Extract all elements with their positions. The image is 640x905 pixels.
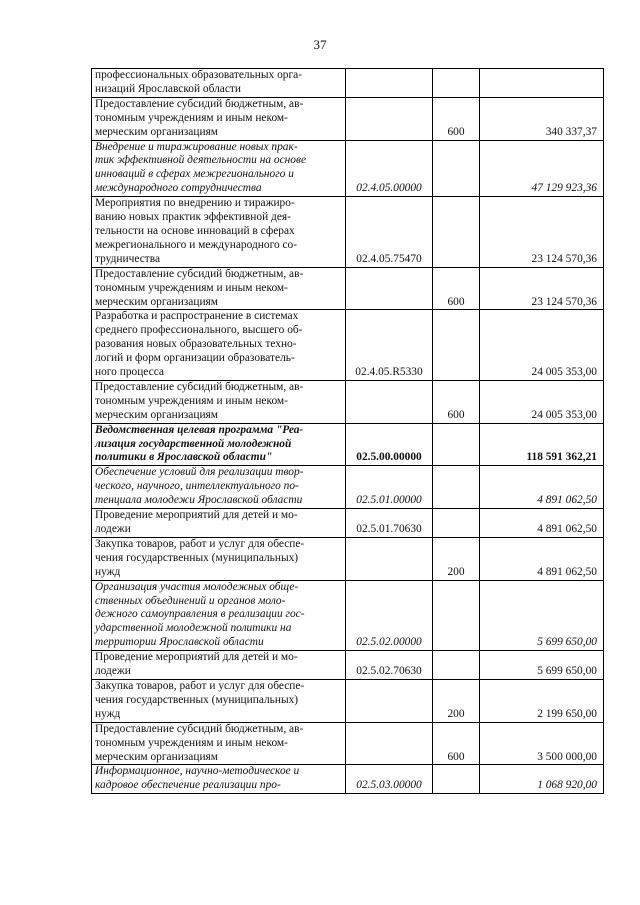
- row-name-line: Информационное, научно-методическое и: [95, 765, 300, 778]
- row-name-line: Проведение мероприятий для детей и мо-: [95, 509, 298, 522]
- row-name-line: лодежи: [95, 523, 131, 535]
- row-name-line: мерческим организациям: [95, 408, 218, 421]
- row-amount-cell: 2 199 650,00: [480, 679, 604, 722]
- row-name-line: Организация участия молодежных обще-: [95, 580, 299, 593]
- row-name-line: трудничества: [95, 252, 161, 265]
- row-code-cell: [346, 537, 433, 580]
- row-name-line: Предоставление субсидий бюджетным, ав-: [95, 380, 304, 393]
- row-code-cell: 02.5.01.70630: [346, 509, 433, 538]
- row-name-cell: [92, 509, 346, 538]
- row-code-cell: [346, 267, 433, 310]
- row-name-cell: [92, 140, 346, 197]
- row-amount-cell: 340 337,37: [480, 97, 604, 140]
- row-name-line: ственных объединений и органов моло-: [95, 594, 286, 607]
- table-row: [92, 69, 604, 98]
- row-name-cell: [92, 267, 346, 310]
- row-name-line: тельности на основе инноваций в сферах: [95, 224, 295, 237]
- row-name-line: логий и форм организации образователь-: [95, 352, 295, 365]
- row-code-cell: 02.5.02.00000: [346, 580, 433, 651]
- row-name-line: Закупка товаров, работ и услуг для обеспе-: [95, 679, 305, 692]
- row-code-cell: 02.5.01.00000: [346, 466, 433, 509]
- row-name-line: тономным учреждениям и иным неком-: [95, 111, 288, 124]
- row-amount-cell: 4 891 062,50: [480, 466, 604, 509]
- table-row: [92, 537, 604, 580]
- row-name-cell: [92, 765, 346, 794]
- row-amount-cell: 5 699 650,00: [480, 651, 604, 680]
- row-amount-cell: 47 129 923,36: [480, 140, 604, 197]
- row-name-line: Разработка и распространение в системах: [95, 310, 299, 323]
- budget-table: [91, 68, 604, 794]
- row-name-line: Закупка товаров, работ и услуг для обеспе-: [95, 537, 305, 550]
- row-expense-type-cell: [433, 466, 480, 509]
- row-name-cell: [92, 69, 346, 98]
- row-name-line: дежного самоуправления в реализации гос-: [95, 608, 305, 621]
- row-code-cell: 02.5.03.00000: [346, 765, 433, 794]
- table-row: [92, 722, 604, 765]
- row-name-line: территории Ярославской области: [95, 636, 264, 649]
- row-name-line: низаций Ярославской области: [95, 82, 241, 95]
- row-code-cell: 02.4.05.00000: [346, 140, 433, 197]
- row-name-line: нужд: [95, 565, 121, 578]
- row-name-line: тономным учреждениям и иным неком-: [95, 281, 288, 294]
- row-name-line: мерческим организациям: [95, 295, 218, 308]
- row-expense-type-cell: 200: [433, 679, 480, 722]
- page-number: 37: [313, 37, 327, 52]
- row-expense-type-cell: [433, 310, 480, 381]
- row-name-line: тономным учреждениям и иным неком-: [95, 736, 288, 749]
- row-code-cell: [346, 679, 433, 722]
- table-row: [92, 310, 604, 381]
- row-name-line: ванию новых практик эффективной дея-: [95, 211, 291, 224]
- row-code-cell: 02.4.05.75470: [346, 197, 433, 268]
- row-amount-cell: 1 068 920,00: [480, 765, 604, 794]
- row-name-line: чения государственных (муниципальных): [95, 551, 299, 564]
- row-name-line: Мероприятия по внедрению и тиражиро-: [95, 197, 295, 210]
- row-name-line: инноваций в сферах межрегионального и: [95, 168, 294, 181]
- table-row: [92, 509, 604, 538]
- row-name-line: мерческим организациям: [95, 750, 218, 763]
- table-row: [92, 466, 604, 509]
- table-row: [92, 267, 604, 310]
- row-name-line: политики в Ярославской области": [95, 451, 273, 464]
- row-expense-type-cell: [433, 580, 480, 651]
- row-expense-type-cell: 200: [433, 537, 480, 580]
- row-name-line: тенциала молодежи Ярославской области: [95, 494, 303, 507]
- row-expense-type-cell: 600: [433, 380, 480, 423]
- row-amount-cell: 118 591 362,21: [480, 423, 604, 466]
- table-row: [92, 423, 604, 466]
- row-code-cell: 02.4.05.R5330: [346, 310, 433, 381]
- row-name-line: ного процесса: [95, 366, 164, 379]
- row-name-line: межрегионального и международного со-: [95, 238, 298, 251]
- row-amount-cell: 4 891 062,50: [480, 509, 604, 538]
- row-amount-cell: 4 891 062,50: [480, 537, 604, 580]
- row-code-cell: 02.5.02.70630: [346, 651, 433, 680]
- row-expense-type-cell: 600: [433, 267, 480, 310]
- row-name-cell: [92, 197, 346, 268]
- row-code-cell: [346, 380, 433, 423]
- row-name-line: профессиональных образовательных орга-: [95, 69, 303, 81]
- table-row: [92, 97, 604, 140]
- row-name-cell: [92, 423, 346, 466]
- budget-table-body: [92, 69, 604, 794]
- row-name-cell: [92, 97, 346, 140]
- row-name-line: лодежи: [95, 665, 131, 678]
- row-code-cell: 02.5.00.00000: [346, 423, 433, 466]
- row-name-cell: [92, 466, 346, 509]
- row-name-line: среднего профессионального, высшего об-: [95, 324, 303, 337]
- row-name-line: ударственной молодежной политики на: [95, 622, 292, 635]
- row-name-cell: [92, 380, 346, 423]
- row-name-cell: [92, 679, 346, 722]
- row-name-line: Предоставление субсидий бюджетным, ав-: [95, 267, 304, 280]
- row-name-line: кадровое обеспечение реализации про-: [95, 779, 281, 792]
- table-row: [92, 197, 604, 268]
- row-name-line: тономным учреждениям и иным неком-: [95, 394, 288, 407]
- row-amount-cell: 24 005 353,00: [480, 310, 604, 381]
- row-name-cell: [92, 580, 346, 651]
- row-name-cell: [92, 651, 346, 680]
- row-code-cell: [346, 69, 433, 98]
- row-expense-type-cell: 600: [433, 722, 480, 765]
- row-code-cell: [346, 97, 433, 140]
- row-name-line: международного сотрудничества: [95, 182, 262, 195]
- table-row: [92, 580, 604, 651]
- row-expense-type-cell: [433, 423, 480, 466]
- row-expense-type-cell: [433, 765, 480, 794]
- row-name-line: чения государственных (муниципальных): [95, 693, 299, 706]
- row-name-line: ческого, научного, интеллектуального по-: [95, 480, 299, 493]
- row-amount-cell: 3 500 000,00: [480, 722, 604, 765]
- table-row: [92, 140, 604, 197]
- row-name-line: Предоставление субсидий бюджетным, ав-: [95, 97, 304, 110]
- row-name-cell: [92, 310, 346, 381]
- table-row: [92, 765, 604, 794]
- row-name-line: Проведение мероприятий для детей и мо-: [95, 651, 298, 664]
- table-row: [92, 679, 604, 722]
- row-expense-type-cell: [433, 509, 480, 538]
- row-name-line: Ведомственная целевая программа "Реа-: [95, 423, 304, 436]
- row-amount-cell: [480, 69, 604, 98]
- row-amount-cell: 5 699 650,00: [480, 580, 604, 651]
- row-amount-cell: 24 005 353,00: [480, 380, 604, 423]
- row-expense-type-cell: [433, 69, 480, 98]
- row-expense-type-cell: [433, 140, 480, 197]
- row-name-line: Обеспечение условий для реализации твор-: [95, 466, 304, 479]
- table-row: [92, 651, 604, 680]
- row-expense-type-cell: 600: [433, 97, 480, 140]
- row-name-line: Внедрение и тиражирование новых прак-: [95, 140, 298, 153]
- row-name-line: тик эффективной деятельности на основе: [95, 154, 306, 167]
- row-name-line: разования новых образовательных техно-: [95, 338, 297, 351]
- row-expense-type-cell: [433, 651, 480, 680]
- row-name-line: лизация государственной молодежной: [95, 437, 292, 450]
- row-amount-cell: 23 124 570,36: [480, 197, 604, 268]
- row-name-cell: [92, 722, 346, 765]
- row-name-cell: [92, 537, 346, 580]
- row-name-line: мерческим организациям: [95, 125, 218, 138]
- row-code-cell: [346, 722, 433, 765]
- row-name-line: нужд: [95, 707, 121, 720]
- row-amount-cell: 23 124 570,36: [480, 267, 604, 310]
- row-name-line: Предоставление субсидий бюджетным, ав-: [95, 722, 304, 735]
- row-expense-type-cell: [433, 197, 480, 268]
- table-row: [92, 380, 604, 423]
